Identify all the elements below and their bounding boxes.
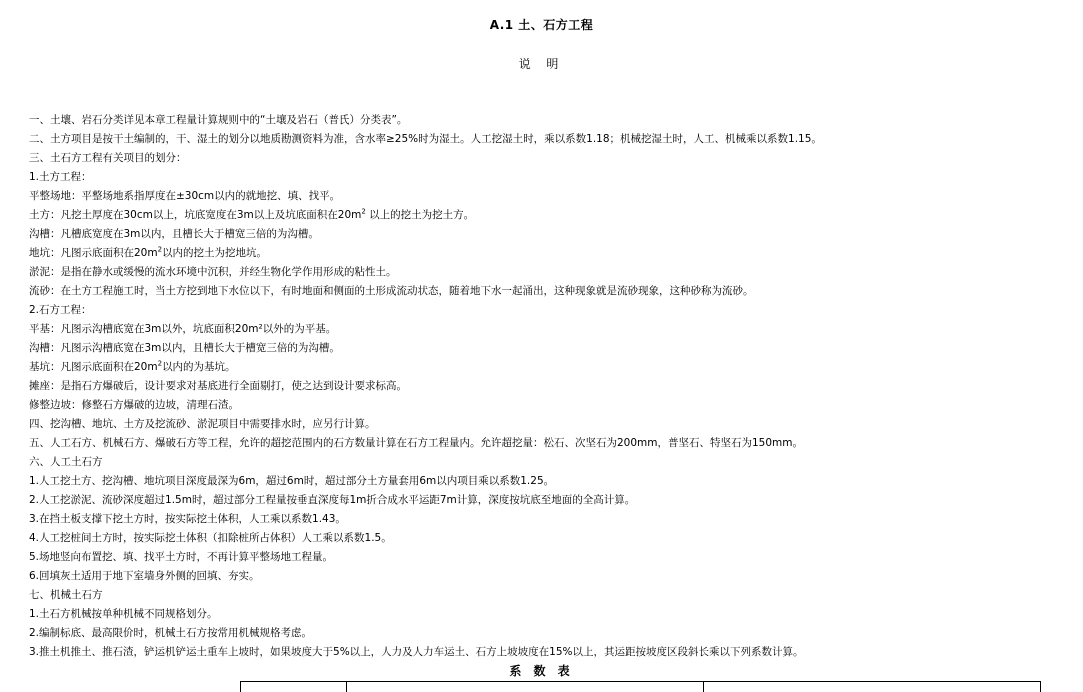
- text-line: 修整边坡：修整石方爆破的边坡，清理石渣。: [29, 399, 239, 411]
- text-line: [29, 244, 1079, 263]
- text-segment: 以上的挖土为挖土方。: [365, 209, 475, 221]
- section-subtitle: 说 明: [518, 57, 565, 71]
- text-line: 4.人工挖桩间土方时，按实际挖土体积（扣除桩所占体积）人工乘以系数1.5。: [29, 532, 392, 544]
- text-segment: 地坑：凡图示底面积在20m: [29, 247, 158, 259]
- text-line: 摊座：是指石方爆破后，设计要求对基底进行全面剔打，使之达到设计要求标高。: [29, 380, 407, 392]
- text-line: 六、人工土石方: [29, 456, 103, 468]
- superscript: 2: [361, 207, 366, 216]
- text-segment: 基坑：凡图示底面积在20m: [29, 361, 158, 373]
- text-line: 平整场地：平整场地系指厚度在±30cm以内的就地挖、填、找平。: [29, 190, 341, 202]
- text-line: 七、机械土石方: [29, 589, 103, 601]
- superscript: 2: [157, 245, 163, 254]
- text-line: 3.推土机推土、推石渣，铲运机铲运土重车上坡时，如果坡度大于5%以上，人力及人力车运土、石方上坡坡度在15%以上，其运距按坡度区段斜长乘以下列系数计算。: [29, 646, 804, 658]
- text-line: [29, 358, 1079, 377]
- table-column-divider: [703, 682, 704, 692]
- text-line: 二、土方项目是按干土编制的，干、湿土的划分以地质勘测资料为准，含水率≥25%时为湿土。人工挖湿土时，乘以系数1.18；机械挖湿土时，人工、机械乘以系数1.15。: [29, 133, 822, 145]
- document-body: [29, 111, 1079, 662]
- text-line: 三、土石方工程有关项目的划分：: [29, 152, 187, 164]
- text-line: 2.编制标底、最高限价时，机械土石方按常用机械规格考虑。: [29, 627, 313, 639]
- text-line: 平基：凡图示沟槽底宽在3m以外，坑底面积20m²以外的为平基。: [29, 323, 337, 335]
- text-line: 四、挖沟槽、地坑、土方及挖流砂、淤泥项目中需要排水时，应另行计算。: [29, 418, 376, 430]
- text-line: 3.在挡土板支撑下挖土方时，按实际挖土体积，人工乘以系数1.43。: [29, 513, 346, 525]
- text-segment: 土方：凡挖土厚度在30cm以上，坑底宽度在3m以上及坑底面积在20m: [29, 209, 362, 221]
- text-line: 1.土方工程：: [29, 171, 92, 183]
- table-caption: 系 数 表: [509, 664, 574, 678]
- text-line: 五、人工石方、机械石方、爆破石方等工程，允许的超挖范围内的石方数量计算在石方工程量内。允许超挖量：松石、次坚石为200mm，普坚石、特坚石为150mm。: [29, 437, 803, 449]
- text-line: 2.石方工程：: [29, 304, 92, 316]
- text-line: 沟槽：凡槽底宽度在3m以内，且槽长大于槽宽三倍的为沟槽。: [29, 228, 319, 240]
- text-line: 一、土壤、岩石分类详见本章工程量计算规则中的“土壤及岩石（普氏）分类表”。: [29, 114, 408, 126]
- text-line: 6.回填灰土适用于地下室墙身外侧的回填、夯实。: [29, 570, 260, 582]
- page-title: A.1 土、石方工程: [489, 18, 594, 32]
- text-segment: 以内的挖土为挖地坑。: [162, 247, 268, 259]
- text-line: 1.人工挖土方、挖沟槽、地坑项目深度最深为6m，超过6m时，超过部分土方量套用6m以内项目乘以系数1.25。: [29, 475, 555, 487]
- text-line: 2.人工挖淤泥、流砂深度超过1.5m时，超过部分工程量按垂直深度每1m折合成水平运距7m计算，深度按坑底至地面的全高计算。: [29, 494, 636, 506]
- coefficient-table: [240, 681, 1041, 692]
- text-line: [29, 206, 1079, 225]
- text-line: 沟槽：凡图示沟槽底宽在3m以内，且槽长大于槽宽三倍的为沟槽。: [29, 342, 340, 354]
- text-line: 5.场地竖向布置挖、填、找平土方时，不再计算平整场地工程量。: [29, 551, 334, 563]
- text-line: 流砂：在土方工程施工时，当土方挖到地下水位以下，有时地面和侧面的土形成流动状态，随着地下水一起涌出，这种现象就是流砂现象，这种砂称为流砂。: [29, 285, 754, 297]
- superscript: 2: [157, 359, 163, 368]
- table-column-divider: [346, 682, 347, 692]
- text-line: 淤泥：是指在静水或缓慢的流水环境中沉积，并经生物化学作用形成的粘性土。: [29, 266, 397, 278]
- text-line: 1.土石方机械按单种机械不同规格划分。: [29, 608, 218, 620]
- text-segment: 以内的为基坑。: [162, 361, 236, 373]
